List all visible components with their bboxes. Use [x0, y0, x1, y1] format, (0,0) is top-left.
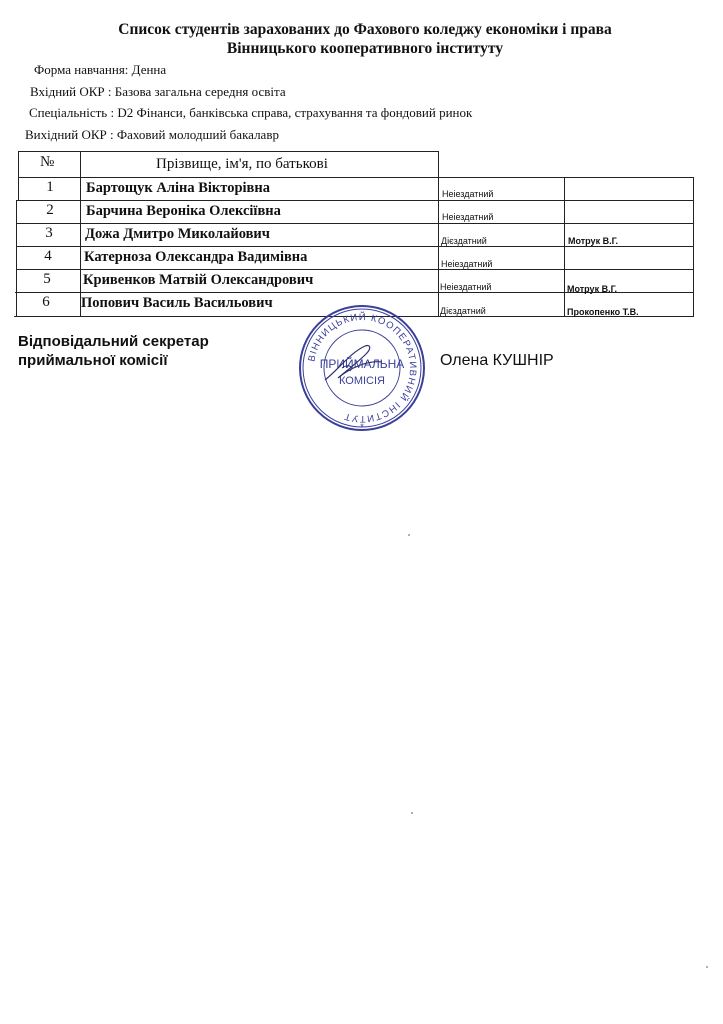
entry-level: Вхідний ОКР : Базова загальна середня освіта — [30, 84, 286, 99]
scan-speck — [706, 966, 708, 968]
role-line-2: приймальної комісії — [18, 352, 168, 369]
status-cell: Неіездатний — [441, 259, 493, 269]
signatory-role — [18, 332, 209, 370]
student-name: Попович Василь Васильович — [81, 295, 273, 311]
signer-name: Олена КУШНІР — [440, 352, 554, 369]
row-number: 1 — [46, 179, 54, 195]
status-cell: Неіездатний — [440, 282, 492, 292]
table-col-divider — [80, 151, 81, 316]
row-number: 2 — [46, 202, 54, 218]
responsible-cell: Мотрук В.Г. — [568, 236, 619, 246]
row-number: 3 — [45, 225, 53, 241]
scan-speck — [411, 812, 413, 814]
table-col-divider — [438, 151, 439, 316]
status-cell: Неіездатний — [442, 189, 494, 199]
exit-level: Вихідний ОКР : Фаховий молодший бакалавр — [25, 127, 279, 142]
table-row-border — [17, 223, 694, 224]
table-row-border — [16, 246, 694, 247]
title-line-2: Вінницького кооперативного інституту — [226, 40, 504, 57]
specialty: Спеціальність : D2 Фінанси, банківська справа, страхування та фондовий ринок — [29, 105, 473, 120]
student-name: Барчина Вероніка Олексіївна — [86, 203, 281, 219]
header-number: № — [40, 154, 55, 170]
responsible-cell: Мотрук В.Г. — [567, 284, 618, 294]
table-right-border — [693, 177, 694, 316]
status-cell: Неіездатний — [442, 212, 494, 222]
handwritten-signature — [320, 338, 390, 388]
responsible-cell: Прокопенко Т.В. — [567, 307, 639, 317]
table-header-border — [18, 177, 694, 178]
stamp-center-line-2: КОМІСІЯ — [338, 375, 386, 387]
header-full-name: Прізвище, ім'я, по батькові — [156, 156, 328, 172]
title-line-1: Список студентів зарахованих до Фахового коледжу економіки і права — [118, 21, 612, 38]
row-number: 6 — [42, 294, 50, 310]
student-name: Дожа Дмитро Миколайович — [85, 226, 270, 242]
stamp-star-icon: * — [360, 422, 364, 432]
row-number: 4 — [44, 248, 52, 264]
table-col-divider — [564, 177, 565, 316]
document-title — [40, 20, 690, 58]
student-name: Бартощук Аліна Вікторівна — [86, 180, 270, 196]
status-cell: Дієздатний — [441, 236, 487, 246]
table-top-border — [18, 151, 439, 152]
student-name: Катерноза Олександра Вадимівна — [84, 249, 308, 265]
status-cell: Дієздатний — [440, 306, 486, 316]
table-row-border — [17, 200, 694, 201]
role-line-1: Відповідальний секретар — [18, 333, 209, 350]
student-name: Кривенков Матвій Олександрович — [83, 272, 314, 288]
scan-speck — [408, 534, 410, 536]
row-number: 5 — [43, 271, 51, 287]
table-left-border — [18, 151, 19, 200]
table-row-border — [16, 269, 694, 270]
stamp-ring-text: ВІННИЦЬКИЙ КООПЕРАТИВНИЙ ІНСТИТУТ — [306, 311, 419, 425]
study-form: Форма навчання: Денна — [34, 62, 167, 77]
stamp-center-line-1: ПРИЙМАЛЬНА — [319, 357, 405, 371]
